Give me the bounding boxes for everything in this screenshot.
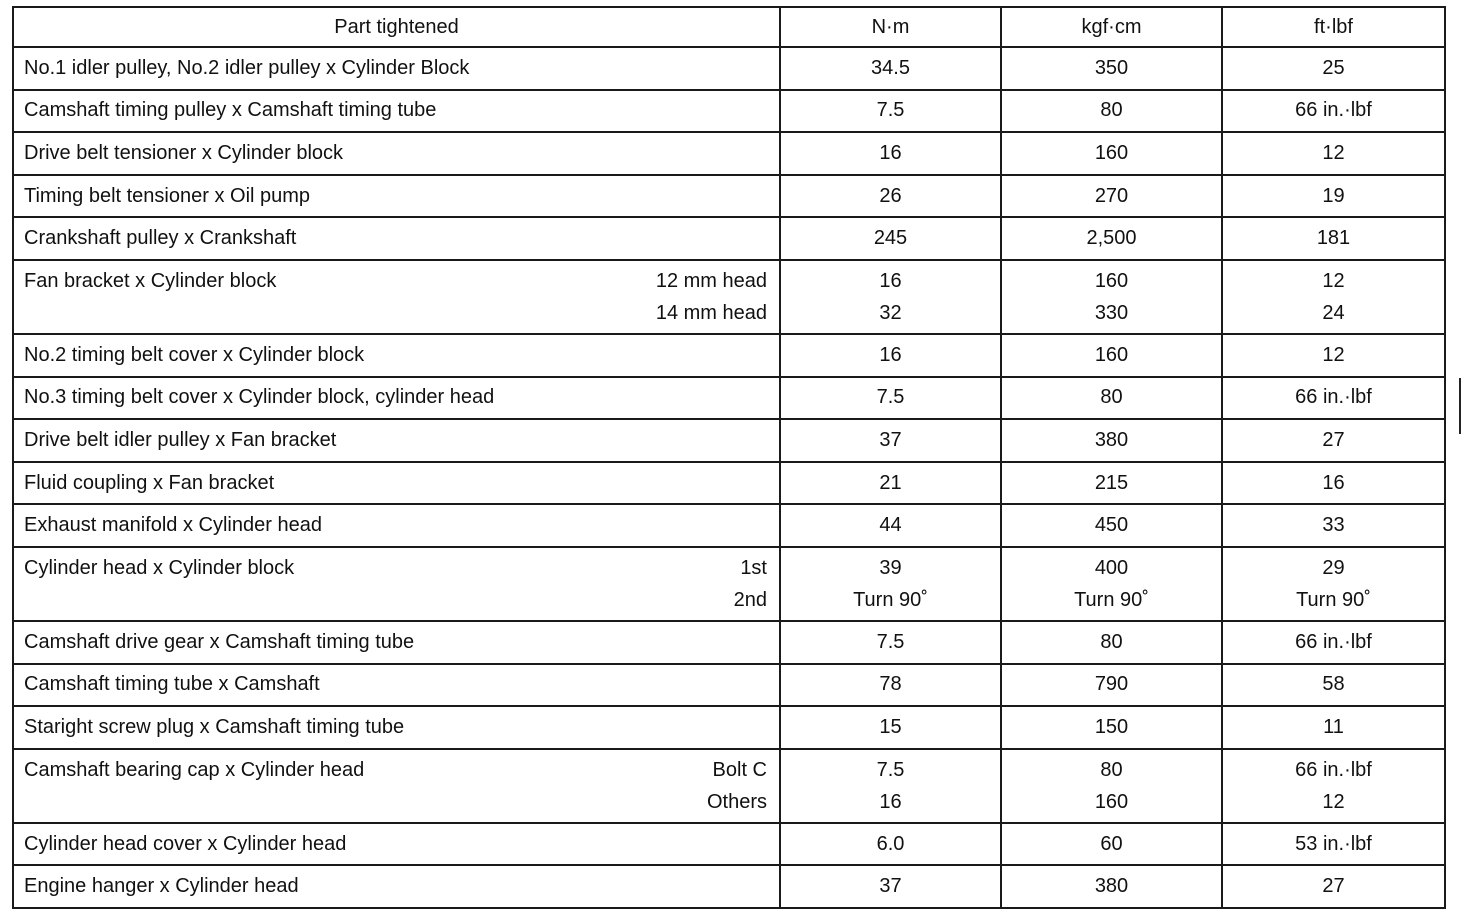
kgf-cm-value-cell: 2,500 [1001, 217, 1222, 260]
table-row [13, 749, 1445, 823]
table-row [13, 175, 1445, 218]
kgf-cm-value-cell [1001, 260, 1222, 334]
nm-value-cell: 34.5 [780, 47, 1001, 90]
kgf-cm-value-cell: 380 [1001, 419, 1222, 462]
nm-value-cell: 21 [780, 462, 1001, 505]
kgf-cm-value-cell: 160 [1001, 334, 1222, 377]
nm-value-cell: 44 [780, 504, 1001, 547]
part-cell: Engine hanger x Cylinder head [13, 865, 780, 908]
part-cell: Crankshaft pulley x Crankshaft [13, 217, 780, 260]
kgf-cm-value: Turn 90˚ [1074, 588, 1149, 611]
part-cell: No.2 timing belt cover x Cylinder block [13, 334, 780, 377]
kgf-cm-value-cell: 270 [1001, 175, 1222, 218]
ft-lbf-value: 12 [1322, 269, 1345, 292]
nm-value-cell [780, 749, 1001, 823]
part-cell: Staright screw plug x Camshaft timing tube [13, 706, 780, 749]
part-cell: No.1 idler pulley, No.2 idler pulley x Cylinder Block [13, 47, 780, 90]
kgf-cm-value-cell: 450 [1001, 504, 1222, 547]
nm-value-cell: 15 [780, 706, 1001, 749]
part-line [24, 552, 779, 584]
table-row [13, 47, 1445, 90]
condition-label: 14 mm head [655, 301, 767, 324]
kgf-cm-value: 330 [1094, 301, 1129, 324]
nm-value-cell: 245 [780, 217, 1001, 260]
table-row [13, 217, 1445, 260]
nm-value-cell: 6.0 [780, 823, 1001, 866]
header-nm: N·m [780, 7, 1001, 47]
part-cell [13, 260, 780, 334]
torque-spec-table [12, 6, 1446, 909]
part-cell: Exhaust manifold x Cylinder head [13, 504, 780, 547]
part-cell: Cylinder head cover x Cylinder head [13, 823, 780, 866]
part-cell: Camshaft timing tube x Camshaft [13, 664, 780, 707]
nm-value: 32 [879, 301, 902, 324]
ft-lbf-value: 12 [1322, 790, 1345, 813]
part-line [24, 786, 779, 818]
part-name: Camshaft bearing cap x Cylinder head [24, 758, 365, 781]
nm-value: 7.5 [876, 758, 905, 781]
part-line [24, 265, 779, 297]
condition-label: 12 mm head [655, 269, 767, 292]
ft-lbf-value-cell: 58 [1222, 664, 1445, 707]
condition-label: 2nd [733, 588, 767, 611]
nm-value: 16 [879, 269, 902, 292]
kgf-cm-value-cell: 150 [1001, 706, 1222, 749]
ft-lbf-value-cell: 181 [1222, 217, 1445, 260]
header-kgf-cm: kgf·cm [1001, 7, 1222, 47]
ft-lbf-value-cell: 12 [1222, 132, 1445, 175]
table-row [13, 419, 1445, 462]
part-cell: Camshaft drive gear x Camshaft timing tube [13, 621, 780, 664]
kgf-cm-value-cell: 60 [1001, 823, 1222, 866]
part-cell: Drive belt tensioner x Cylinder block [13, 132, 780, 175]
kgf-cm-value-cell: 350 [1001, 47, 1222, 90]
margin-change-bar [1459, 378, 1461, 434]
table-row [13, 664, 1445, 707]
nm-value-cell: 16 [780, 334, 1001, 377]
ft-lbf-value-cell: 19 [1222, 175, 1445, 218]
ft-lbf-value-cell: 53 in.·lbf [1222, 823, 1445, 866]
header-row [13, 7, 1445, 47]
table-row [13, 823, 1445, 866]
ft-lbf-value-cell: 27 [1222, 419, 1445, 462]
nm-value-cell: 37 [780, 865, 1001, 908]
ft-lbf-value-cell: 12 [1222, 334, 1445, 377]
nm-value: Turn 90˚ [853, 588, 928, 611]
part-name: Fan bracket x Cylinder block [24, 269, 277, 292]
nm-value-cell [780, 547, 1001, 621]
ft-lbf-value-cell: 16 [1222, 462, 1445, 505]
kgf-cm-value-cell: 790 [1001, 664, 1222, 707]
ft-lbf-value: 66 in.·lbf [1295, 758, 1372, 781]
table-row [13, 504, 1445, 547]
table-row [13, 621, 1445, 664]
ft-lbf-value-cell: 66 in.·lbf [1222, 90, 1445, 133]
kgf-cm-value-cell: 80 [1001, 90, 1222, 133]
nm-value: 16 [879, 790, 902, 813]
ft-lbf-value-cell: 33 [1222, 504, 1445, 547]
ft-lbf-value-cell: 66 in.·lbf [1222, 621, 1445, 664]
table-row [13, 260, 1445, 334]
kgf-cm-value: 80 [1100, 758, 1123, 781]
kgf-cm-value-cell: 80 [1001, 377, 1222, 420]
condition-label: Bolt C [712, 758, 767, 781]
ft-lbf-value-cell [1222, 260, 1445, 334]
nm-value-cell: 78 [780, 664, 1001, 707]
nm-value-cell: 7.5 [780, 377, 1001, 420]
table-row [13, 865, 1445, 908]
condition-label: Others [706, 790, 767, 813]
ft-lbf-value-cell: 66 in.·lbf [1222, 377, 1445, 420]
table-row [13, 377, 1445, 420]
kgf-cm-value: 400 [1094, 556, 1129, 579]
ft-lbf-value: 29 [1322, 556, 1345, 579]
condition-label: 1st [740, 556, 767, 579]
part-cell: No.3 timing belt cover x Cylinder block, cylinder head [13, 377, 780, 420]
table-row [13, 706, 1445, 749]
ft-lbf-value-cell [1222, 749, 1445, 823]
part-line [24, 584, 779, 616]
ft-lbf-value: 24 [1322, 301, 1345, 324]
kgf-cm-value: 160 [1094, 790, 1129, 813]
nm-value: 39 [879, 556, 902, 579]
part-line [24, 754, 779, 786]
table-body [13, 47, 1445, 908]
nm-value-cell: 7.5 [780, 90, 1001, 133]
table-row [13, 547, 1445, 621]
nm-value-cell: 16 [780, 132, 1001, 175]
kgf-cm-value-cell: 160 [1001, 132, 1222, 175]
header-part-tightened: Part tightened [13, 7, 780, 47]
ft-lbf-value: Turn 90˚ [1296, 588, 1371, 611]
nm-value-cell: 37 [780, 419, 1001, 462]
nm-value-cell [780, 260, 1001, 334]
table-row [13, 334, 1445, 377]
part-cell: Fluid coupling x Fan bracket [13, 462, 780, 505]
kgf-cm-value-cell: 380 [1001, 865, 1222, 908]
kgf-cm-value-cell [1001, 749, 1222, 823]
nm-value-cell: 26 [780, 175, 1001, 218]
kgf-cm-value-cell: 80 [1001, 621, 1222, 664]
part-line [24, 297, 779, 329]
kgf-cm-value-cell: 215 [1001, 462, 1222, 505]
kgf-cm-value-cell [1001, 547, 1222, 621]
kgf-cm-value: 160 [1094, 269, 1129, 292]
ft-lbf-value-cell: 11 [1222, 706, 1445, 749]
table-row [13, 90, 1445, 133]
part-cell: Timing belt tensioner x Oil pump [13, 175, 780, 218]
part-cell [13, 749, 780, 823]
table-row [13, 462, 1445, 505]
nm-value-cell: 7.5 [780, 621, 1001, 664]
part-cell [13, 547, 780, 621]
part-cell: Drive belt idler pulley x Fan bracket [13, 419, 780, 462]
part-cell: Camshaft timing pulley x Camshaft timing tube [13, 90, 780, 133]
part-name: Cylinder head x Cylinder block [24, 556, 295, 579]
header-ft-lbf: ft·lbf [1222, 7, 1445, 47]
ft-lbf-value-cell [1222, 547, 1445, 621]
ft-lbf-value-cell: 25 [1222, 47, 1445, 90]
table-row [13, 132, 1445, 175]
ft-lbf-value-cell: 27 [1222, 865, 1445, 908]
